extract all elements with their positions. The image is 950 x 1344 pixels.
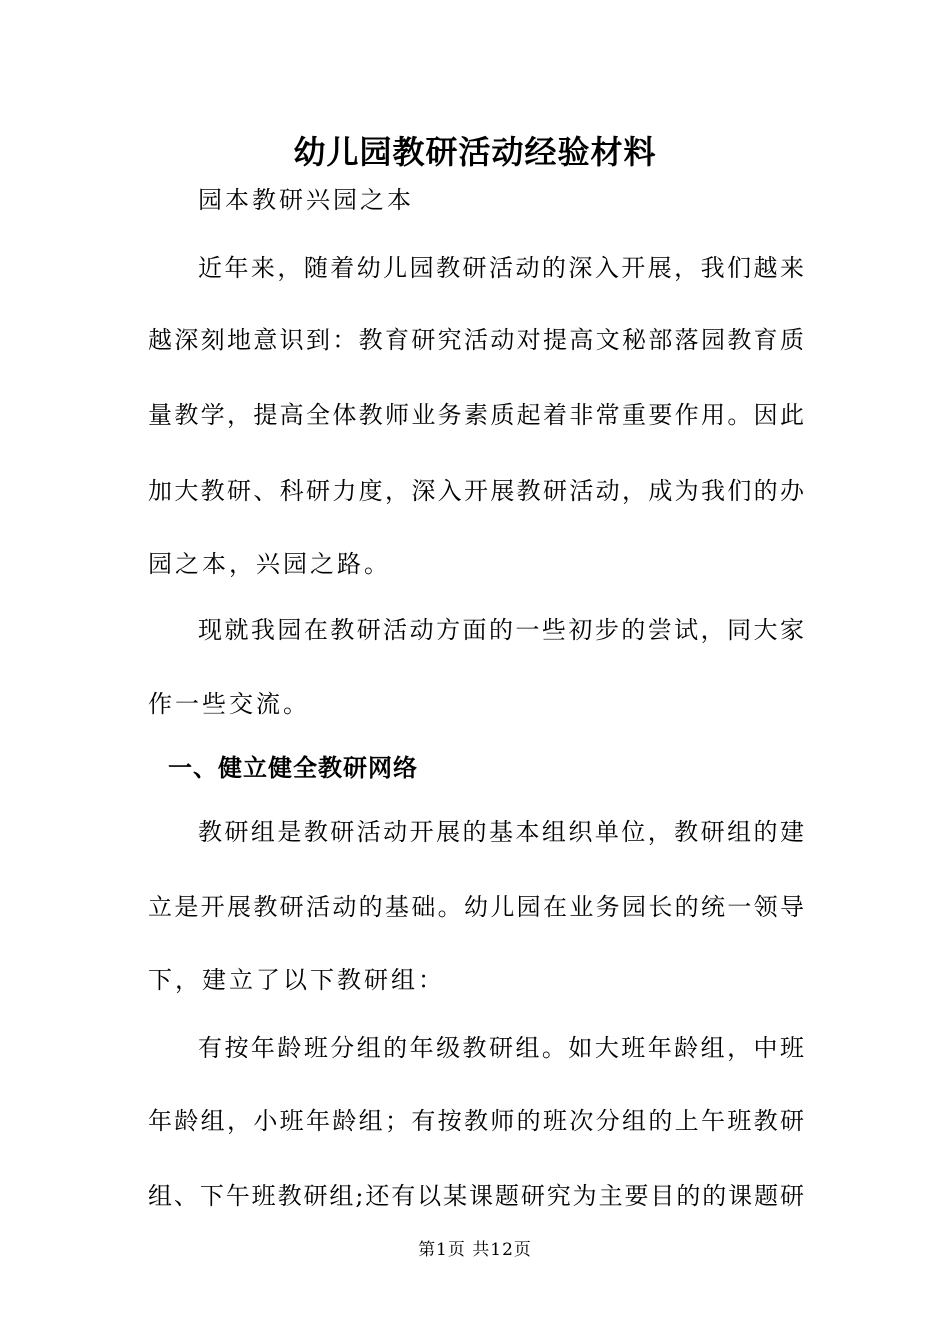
paragraph-line: 现就我园在教研活动方面的一些初步的尝试，同大家	[198, 616, 804, 644]
paragraph-line: 立是开展教研活动的基础。幼儿园在业务园长的统一领导	[148, 893, 804, 921]
paragraph-line: 作一些交流。	[148, 690, 310, 718]
paragraph-line: 加大教研、科研力度，深入开展教研活动，成为我们的办	[148, 477, 804, 505]
document-title: 幼儿园教研活动经验材料	[293, 133, 657, 171]
paragraph-line: 园之本，兴园之路。	[148, 550, 391, 578]
paragraph-line: 越深刻地意识到：教育研究活动对提高文秘部落园教育质	[148, 326, 804, 354]
paragraph-line: 有按年龄班分组的年级教研组。如大班年龄组，中班	[198, 1034, 804, 1062]
document-subtitle: 园本教研兴园之本	[198, 186, 414, 214]
paragraph-line: 教研组是教研活动开展的基本组织单位，教研组的建	[198, 818, 804, 846]
paragraph-line: 量教学，提高全体教师业务素质起着非常重要作用。因此	[148, 401, 804, 429]
paragraph-line: 年龄组，小班年龄组；有按教师的班次分组的上午班教研	[148, 1107, 804, 1135]
paragraph-line: 近年来，随着幼儿园教研活动的深入开展，我们越来	[198, 254, 804, 282]
page-footer: 第1页 共12页	[418, 1240, 532, 1260]
section-heading: 一、健立健全教研网络	[168, 754, 418, 782]
paragraph-line: 组、下午班教研组;还有以某课题研究为主要目的的课题研	[148, 1182, 804, 1210]
paragraph-line: 下，建立了以下教研组：	[148, 966, 445, 994]
